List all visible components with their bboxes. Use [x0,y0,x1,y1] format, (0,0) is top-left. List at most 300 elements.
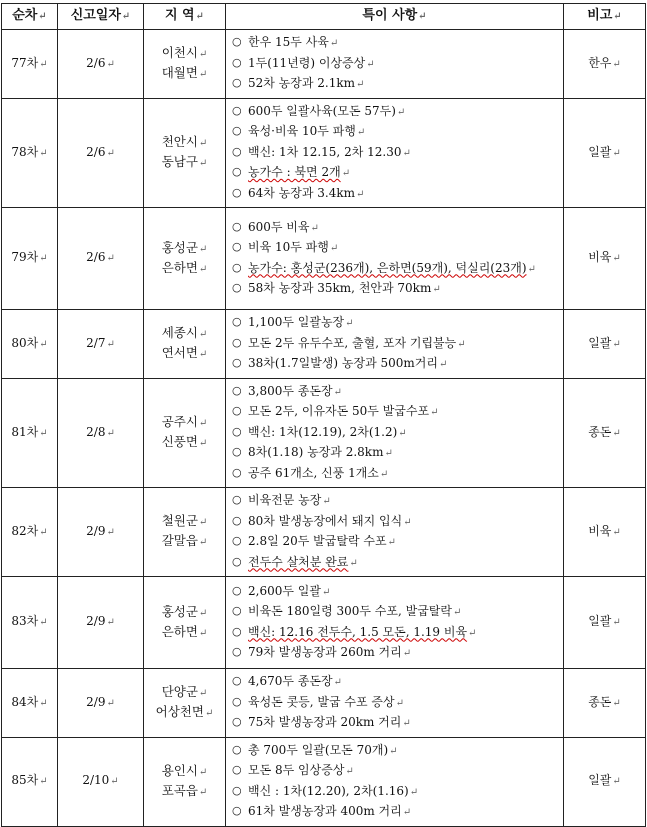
note-value: 일괄 [588,335,612,350]
item-text: 육성돈 콧등, 발굽 수포 증상 [248,694,395,709]
cell-region [144,488,226,577]
item-text: 75차 발생농장과 20km 거리 [248,715,402,729]
item-text-wrap [248,582,563,603]
return-mark: ↵ [310,222,319,234]
bullet-icon: ○ [232,763,242,776]
region-text: 단양군 [161,683,198,699]
bullet-icon: ○ [232,694,242,708]
region-line [144,153,225,173]
return-mark: ↵ [387,537,396,548]
bullet-icon: ○ [232,103,242,117]
cell-date [58,378,144,488]
date-value: 2/10 [82,773,110,788]
item-text-wrap [248,238,563,259]
cell-details [226,98,564,208]
return-mark: ↵ [402,648,412,659]
header-region: 지 역↵ [144,4,226,30]
return-mark: ↵ [395,697,404,709]
cell-details [226,30,564,99]
list-item [232,643,563,664]
note-value: 일괄 [588,773,612,788]
item-text-wrap [248,782,563,803]
item-text: 600두 비육 [248,219,310,234]
order-value: 82차 [11,523,39,538]
return-mark: ↵ [349,557,358,569]
bullet-icon: ○ [232,424,242,438]
return-mark: ↵ [106,697,115,709]
return-mark: ↵ [321,586,331,598]
bullet-icon: ○ [232,185,242,199]
return-mark: ↵ [198,348,208,360]
list-item [232,163,563,184]
bullet-icon: ○ [232,315,242,328]
return-mark: ↵ [106,617,115,629]
item-text: 79차 발생농장과 260m 거리 [248,645,402,659]
region-line [144,512,225,532]
item-text: 백신: 12.16 전두수, 1.5 모돈, 1.19 비육 [248,624,468,639]
return-mark: ↵ [612,526,621,538]
cell-region [144,30,226,99]
note-value: 비육 [588,523,612,538]
return-mark: ↵ [612,147,621,159]
order-value: 81차 [11,424,39,439]
list-item [232,33,563,54]
region-text: 홍성군 [161,603,198,619]
bullet-icon: ○ [232,144,242,158]
cell-order [2,669,58,738]
item-text: 육성·비육 10두 파행 [248,124,356,138]
item-text: 모돈 2두, 이유자돈 50두 발굽수포 [248,404,430,418]
bullet-icon: ○ [232,219,242,233]
list-item [232,402,563,423]
region-text: 홍성군 [161,239,198,255]
date-value: 2/7 [86,335,106,350]
bullet-icon: ○ [232,674,242,687]
item-text-wrap [248,693,563,714]
cell-details [226,669,564,738]
date-value: 2/6 [86,144,106,159]
return-mark: ↵ [333,386,342,398]
item-text: 비육전문 농장 [248,493,322,507]
order-value: 84차 [11,694,39,709]
item-text-wrap [248,602,563,623]
date-value: 2/6 [86,250,106,265]
bullet-icon: ○ [232,260,242,274]
return-mark: ↵ [39,776,48,788]
return-mark: ↵ [612,58,621,70]
table-row [2,310,646,379]
header-row [2,4,646,30]
return-mark: ↵ [329,243,339,254]
return-mark: ↵ [402,807,412,818]
cell-region [144,737,226,826]
list-item [232,218,563,239]
region-text: 대월면 [161,64,198,80]
item-text: 8차(1.18) 농장과 2.8km [248,445,384,459]
region-line [144,762,225,782]
bullet-icon: ○ [232,281,242,294]
header-details: 특이 사항↵ [226,4,564,30]
return-mark: ↵ [39,147,48,159]
item-text: 한우 15두 사육 [248,35,329,49]
bullet-icon: ○ [232,534,242,547]
bullet-icon: ○ [232,513,242,527]
list-item [232,259,563,280]
note-value: 종돈 [588,424,612,439]
return-mark: ↵ [356,127,366,138]
region-text: 은하면 [161,259,198,275]
list-item [232,279,563,300]
return-mark: ↵ [612,427,621,439]
return-mark: ↵ [403,516,412,528]
bullet-icon: ○ [232,55,242,69]
item-text: 농가수 : 북면 2개 [248,165,341,179]
return-mark: ↵ [39,338,48,350]
cell-note [564,577,646,669]
return-mark: ↵ [39,427,48,439]
cell-note [564,378,646,488]
return-mark: ↵ [322,496,331,507]
cell-date [58,208,144,310]
bullet-icon: ○ [232,165,242,178]
table-row [2,737,646,826]
return-mark: ↵ [430,407,439,418]
cell-date [58,488,144,577]
return-mark: ↵ [468,627,477,639]
cell-details [226,378,564,488]
item-text: 61차 발생농장과 400m 거리 [248,804,402,818]
item-text: 64차 농장과 3.4km [248,185,356,200]
bullet-icon: ○ [232,404,242,417]
return-mark: ↵ [366,58,375,70]
item-text-wrap [248,443,563,464]
cell-order [2,577,58,669]
return-mark: ↵ [402,718,411,729]
return-mark: ↵ [106,58,115,70]
return-mark: ↵ [612,697,621,709]
cell-date [58,737,144,826]
note-value: 한우 [588,55,612,70]
return-mark: ↵ [612,776,621,788]
cell-date [58,98,144,208]
region-line [144,623,225,643]
cell-note [564,30,646,99]
item-text-wrap [248,423,563,444]
table-row [2,378,646,488]
return-mark: ↵ [198,766,208,778]
item-text-wrap [248,313,563,334]
return-mark: ↵ [198,328,208,340]
return-mark: ↵ [198,607,208,619]
region-line [144,413,225,433]
cell-order [2,98,58,208]
region-text: 용인시 [161,762,198,778]
return-mark: ↵ [106,427,115,439]
list-item [232,532,563,553]
item-text: 비육 10두 파행 [248,240,329,254]
table-row [2,577,646,669]
list-item [232,382,563,403]
item-text-wrap [248,402,563,423]
region-text: 포곡읍 [161,782,198,798]
cell-order [2,378,58,488]
date-value: 2/9 [86,694,106,709]
bullet-icon: ○ [232,645,242,658]
bullet-icon: ○ [232,783,242,797]
list-item [232,623,563,644]
item-text: 2,600두 일괄 [248,583,321,598]
date-value: 2/9 [86,614,106,629]
return-mark: ↵ [384,448,393,459]
bullet-icon: ○ [232,445,242,458]
return-mark: ↵ [438,359,448,370]
list-item [232,102,563,123]
bullet-icon: ○ [232,383,242,397]
list-item [232,423,563,444]
region-line [144,603,225,623]
return-mark: ↵ [527,263,536,275]
return-mark: ↵ [612,338,621,350]
list-item [232,512,563,533]
bullet-icon: ○ [232,493,242,506]
return-mark: ↵ [333,677,342,688]
item-text-wrap [248,672,563,693]
return-mark: ↵ [106,338,115,350]
item-text: 4,670두 종돈장 [248,674,333,688]
header-date: 신고일자↵ [58,4,144,30]
item-text-wrap [248,491,563,512]
cell-region [144,577,226,669]
table-row [2,98,646,208]
item-text-wrap [248,218,563,239]
return-mark: ↵ [453,607,462,618]
item-text: 58차 농장과 35km, 천안과 70km [248,281,432,295]
item-text: 총 700두 일괄(모돈 70개) [248,742,389,757]
cell-note [564,98,646,208]
return-mark: ↵ [345,318,354,329]
region-line [144,259,225,279]
return-mark: ↵ [39,253,48,265]
cell-details [226,208,564,310]
order-value: 83차 [11,614,39,629]
bullet-icon: ○ [232,604,242,617]
item-text: 52차 농장과 2.1km [248,76,356,90]
item-text-wrap [248,802,563,823]
list-item [232,672,563,693]
cell-note [564,488,646,577]
bullet-icon: ○ [232,554,242,568]
region-text: 갈말읍 [161,533,198,548]
list-item [232,313,563,334]
return-mark: ↵ [198,627,208,639]
bullet-icon: ○ [232,335,242,349]
cell-date [58,577,144,669]
list-item [232,491,563,512]
cell-details [226,488,564,577]
item-text: 1,100두 일괄농장 [248,315,345,329]
cell-date [58,669,144,738]
note-value: 일괄 [588,614,612,629]
return-mark: ↵ [396,106,406,118]
return-mark: ↵ [198,68,208,80]
cell-region [144,98,226,208]
region-text: 세종시 [161,324,198,340]
return-mark: ↵ [39,58,48,70]
return-mark: ↵ [198,687,208,699]
list-item [232,693,563,714]
region-line [144,344,225,364]
return-mark: ↵ [106,147,115,159]
return-mark: ↵ [198,157,208,169]
bullet-icon: ○ [232,356,242,369]
list-item [232,602,563,623]
item-text: 백신 : 1차(12.20), 2차(1.16) [248,783,409,798]
list-item [232,74,563,95]
region-line [144,532,225,552]
item-text-wrap [248,33,563,54]
list-item [232,354,563,375]
return-mark: ↵ [204,707,214,719]
return-mark: ↵ [198,263,208,275]
item-text-wrap [248,512,563,533]
item-text: 백신: 1차 12.15, 2차 12.30 [248,144,402,159]
region-line [144,133,225,153]
region-line [144,782,225,802]
table-row [2,488,646,577]
return-mark: ↵ [198,786,208,798]
cell-note [564,737,646,826]
item-text-wrap [248,464,563,485]
return-mark: ↵ [106,526,115,538]
item-text-wrap [248,741,563,762]
list-item [232,334,563,355]
cell-order [2,310,58,379]
cell-note [564,208,646,310]
bullet-icon: ○ [232,715,242,728]
table-row [2,669,646,738]
date-value: 2/8 [86,424,106,439]
list-item [232,741,563,762]
header-note: 비고↵ [564,4,646,30]
table-row [2,208,646,310]
list-item [232,54,563,75]
return-mark: ↵ [432,284,441,295]
return-mark: ↵ [39,697,48,709]
item-text: 모돈 2두 유두수포, 출혈, 포자 기립불능 [248,335,457,350]
item-text-wrap [248,102,563,123]
cell-region [144,310,226,379]
item-text: 공주 61개소, 신풍 1개소 [248,465,379,480]
item-text: 38차(1.7일발생) 농장과 500m거리 [248,356,438,370]
bullet-icon: ○ [232,124,242,137]
return-mark: ↵ [612,253,621,265]
cell-date [58,30,144,99]
item-text-wrap [248,74,563,95]
date-value: 2/9 [86,523,106,538]
item-text: 모돈 8두 임상증상 [248,763,345,777]
return-mark: ↵ [402,147,411,159]
return-mark: ↵ [379,468,389,480]
region-line [144,433,225,453]
order-value: 85차 [11,773,39,788]
return-mark: ↵ [198,517,208,528]
bullet-icon: ○ [232,742,242,756]
item-text-wrap [248,279,563,300]
cell-region [144,378,226,488]
item-text-wrap [248,532,563,553]
item-text: 비육돈 180일령 300두 수포, 발굽탈락 [248,604,452,618]
item-text: 600두 일괄사육(모돈 57두) [248,103,396,118]
order-value: 79차 [11,250,39,265]
return-mark: ↵ [198,137,208,149]
bullet-icon: ○ [232,624,242,638]
item-text-wrap [248,54,563,75]
return-mark: ↵ [198,243,208,255]
order-value: 77차 [11,55,39,70]
region-text: 동남구 [161,153,198,169]
bullet-icon: ○ [232,804,242,817]
list-item [232,553,563,574]
list-item [232,122,563,143]
item-text: 2.8일 20두 발굽탈락 수포 [248,534,387,548]
order-value: 80차 [11,335,39,350]
outbreak-table [1,3,646,827]
cell-details [226,577,564,669]
return-mark: ↵ [345,766,354,777]
return-mark: ↵ [457,338,466,350]
region-text: 연서면 [161,344,198,360]
item-text-wrap [248,382,563,403]
region-line [144,324,225,344]
return-mark: ↵ [39,617,48,629]
region-line [144,683,225,703]
list-item [232,802,563,823]
cell-region [144,669,226,738]
return-mark: ↵ [198,48,208,60]
return-mark: ↵ [110,776,119,788]
item-text-wrap [248,163,563,184]
return-mark: ↵ [356,188,365,200]
return-mark: ↵ [398,427,407,439]
item-text: 백신: 1차(12.19), 2차(1.2) [248,424,398,439]
item-text-wrap [248,184,563,205]
cell-date [58,310,144,379]
bullet-icon: ○ [232,240,242,253]
return-mark: ↵ [106,253,115,265]
region-line [144,703,225,723]
item-text: 전두수 살처분 완료 [248,554,349,569]
cell-region [144,208,226,310]
return-mark: ↵ [612,617,621,629]
region-text: 은하면 [161,623,198,639]
table-row [2,30,646,99]
bullet-icon: ○ [232,35,242,48]
cell-order [2,488,58,577]
note-value: 비육 [588,250,612,265]
cell-details [226,737,564,826]
item-text-wrap [248,643,563,664]
item-text-wrap [248,122,563,143]
list-item [232,184,563,205]
bullet-icon: ○ [232,465,242,479]
region-text: 천안시 [161,133,198,149]
return-mark: ↵ [198,537,208,548]
return-mark: ↵ [198,417,208,429]
date-value: 2/6 [86,55,106,70]
item-text-wrap [248,553,563,574]
list-item [232,238,563,259]
list-item [232,582,563,603]
